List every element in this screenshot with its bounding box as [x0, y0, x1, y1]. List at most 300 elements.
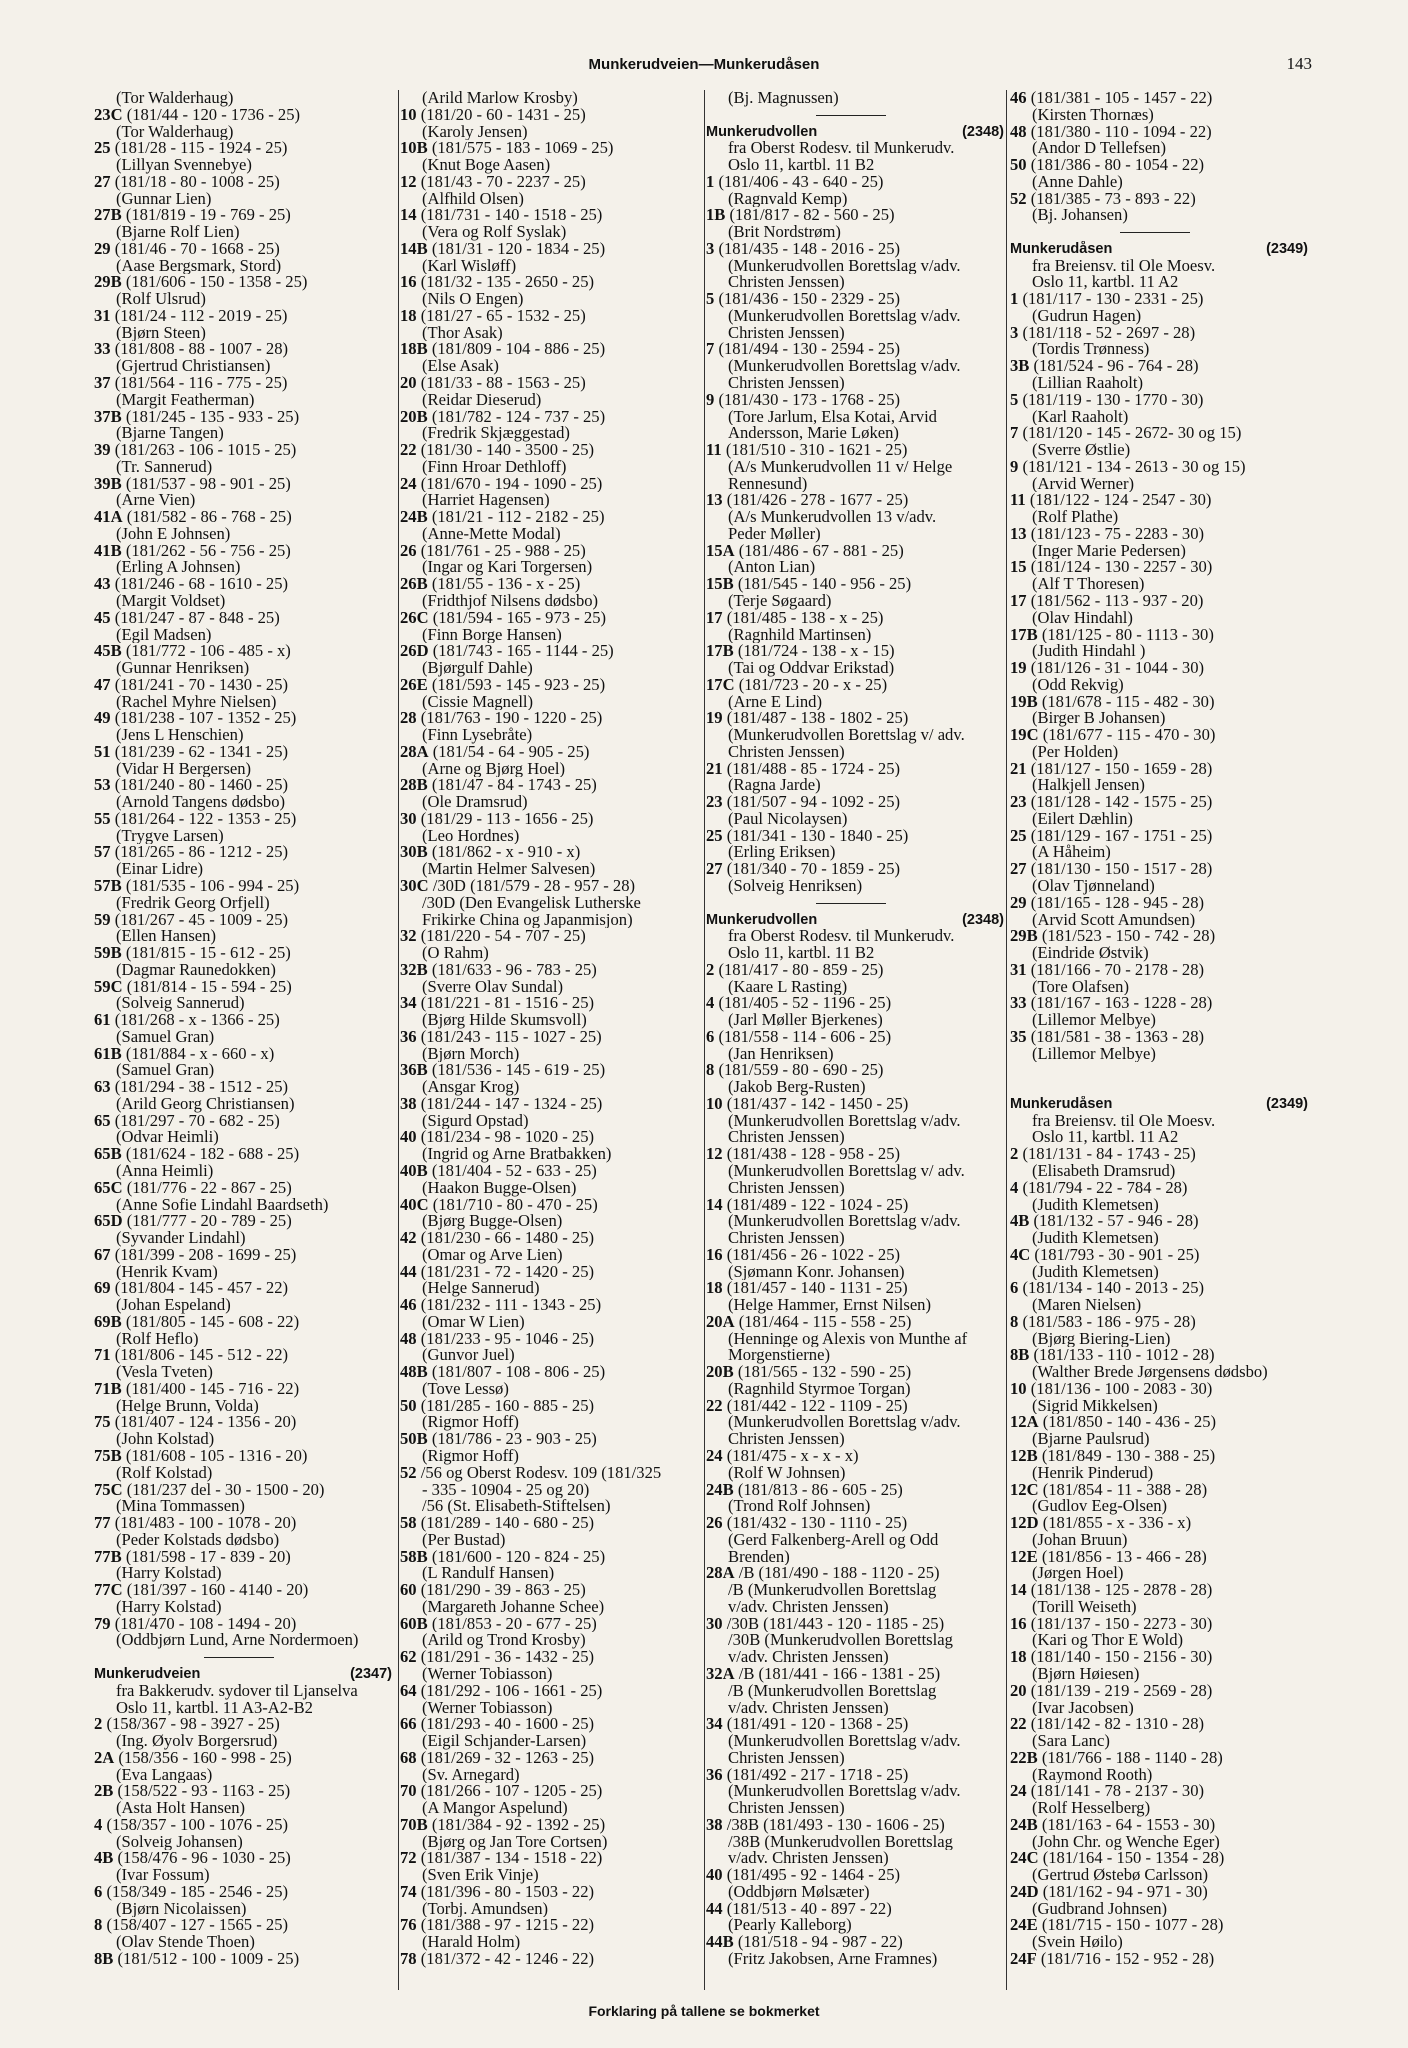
- house-number: 70: [400, 1783, 417, 1801]
- house-number: 1: [1010, 291, 1019, 308]
- house-number: 40: [400, 1129, 417, 1147]
- owner-line: (Peder Kolstads dødsbo): [116, 1531, 280, 1549]
- owner-line: (Dagmar Raunedokken): [116, 961, 276, 979]
- property-data: (181/118 - 52 - 2697 - 28): [1018, 324, 1196, 342]
- address-entry: [1010, 861, 1312, 878]
- property-data: (158/356 - 160 - 998 - 25): [114, 1749, 292, 1767]
- owner-line: (Gertrud Østebø Carlsson): [1032, 1867, 1209, 1884]
- house-number: 14: [400, 207, 417, 225]
- address-entry: [94, 1515, 396, 1532]
- owner-line: (Eva Langaas): [116, 1766, 213, 1784]
- house-number: 10: [1010, 1380, 1027, 1398]
- house-number: 20A: [706, 1313, 735, 1331]
- property-data: (181/564 - 116 - 775 - 25): [110, 375, 288, 392]
- address-entry: [1010, 124, 1312, 141]
- house-number: 15B: [706, 576, 734, 593]
- property-data: (181/127 - 150 - 1659 - 28): [1026, 760, 1213, 778]
- house-number: 53: [94, 777, 111, 795]
- owner-line: (Munkerudvollen Borettslag v/ adv.: [728, 727, 965, 744]
- owner-line: (Helge Sannerud): [422, 1280, 540, 1298]
- house-number: 30C: [400, 877, 429, 895]
- house-number: 38: [400, 1095, 417, 1113]
- property-data: (181/475 - x - x - x): [722, 1448, 859, 1465]
- owner-line: v/adv. Christen Jenssen): [728, 1850, 889, 1868]
- address-entry: [94, 1716, 396, 1733]
- house-number: 41B: [94, 542, 122, 560]
- house-number: 67: [94, 1246, 111, 1264]
- address-entry: [94, 1247, 396, 1264]
- house-number: 37B: [94, 408, 122, 426]
- owner-line: (Ragnhild Styrmoe Torgan): [728, 1380, 911, 1398]
- house-number: 12C: [1010, 1481, 1039, 1499]
- owner-line: (Solveig Henriksen): [728, 877, 863, 895]
- house-number: 44: [400, 1263, 417, 1281]
- owner-line: Christen Jenssen): [728, 1230, 845, 1247]
- owner-line: /56 (St. Elisabeth-Stiftelsen): [422, 1498, 611, 1516]
- address-entry: [1010, 1783, 1312, 1800]
- property-data: (181/558 - 114 - 606 - 25): [714, 1028, 892, 1046]
- street-name: Munkerudvollen: [706, 123, 818, 140]
- house-number: 48B: [400, 1364, 428, 1381]
- address-entry: [400, 1951, 702, 1968]
- owner-line: (Gudbrand Johnsen): [1032, 1900, 1168, 1918]
- address-entry: [1010, 1347, 1312, 1364]
- address-entry: [400, 677, 702, 694]
- address-entry: [400, 1917, 702, 1934]
- owner-line: (Ivar Jacobsen): [1032, 1699, 1134, 1717]
- address-entry: [1010, 1917, 1312, 1934]
- property-data: (158/349 - 185 - 2546 - 25): [102, 1883, 289, 1901]
- street-name: Munkerudåsen: [1010, 240, 1113, 257]
- property-data: (181/385 - 73 - 893 - 22): [1026, 190, 1196, 208]
- property-data: (181/777 - 20 - 789 - 25): [122, 1213, 292, 1231]
- house-number: 77C: [94, 1582, 123, 1599]
- street-heading: [94, 1666, 396, 1683]
- property-data: (181/600 - 120 - 824 - 25): [427, 1548, 606, 1566]
- house-number: 20: [1010, 1682, 1027, 1700]
- address-entry: [1010, 1616, 1312, 1633]
- owner-line: (Karoly Jensen): [422, 123, 528, 141]
- property-data: (181/404 - 52 - 633 - 25): [427, 1163, 597, 1180]
- house-number: 45: [94, 609, 111, 627]
- property-data: (181/518 - 94 - 987 - 22): [733, 1934, 903, 1951]
- property-data: /38B (181/493 - 130 - 1606 - 25): [722, 1816, 945, 1834]
- owner-line: (Karl Raaholt): [1032, 408, 1129, 426]
- house-number: 52: [1010, 190, 1027, 208]
- address-entry: [1010, 1716, 1312, 1733]
- owner-line: (Margareth Johanne Schee): [422, 1598, 605, 1616]
- house-number: 59B: [94, 945, 122, 962]
- address-entry: [94, 912, 396, 929]
- property-data: (181/405 - 52 - 1196 - 25): [714, 995, 892, 1013]
- property-data: (181/264 - 122 - 1353 - 25): [110, 810, 297, 828]
- address-entry: [706, 761, 1008, 778]
- house-number: 17B: [1010, 626, 1038, 644]
- house-number: 65B: [94, 1146, 122, 1163]
- property-data: (181/134 - 140 - 2013 - 25): [1018, 1280, 1205, 1298]
- property-data: (181/575 - 183 - 1069 - 25): [427, 140, 614, 158]
- property-data: (181/487 - 138 - 1802 - 25): [722, 710, 909, 728]
- address-entry: [400, 1649, 702, 1666]
- house-number: 12: [400, 173, 417, 191]
- property-data: (181/396 - 80 - 1503 - 22): [416, 1883, 595, 1901]
- owner-line: (Lillian Raaholt): [1032, 375, 1144, 392]
- property-data: (181/884 - x - 660 - x): [121, 1045, 275, 1063]
- property-data: (181/437 - 142 - 1450 - 25): [722, 1095, 909, 1113]
- owner-line: (Rigmor Hoff): [422, 1448, 519, 1465]
- house-number: 14: [706, 1196, 723, 1214]
- owner-line: (Walther Brede Jørgensens dødsbo): [1032, 1364, 1268, 1381]
- house-number: 14B: [400, 240, 428, 258]
- property-data: (181/292 - 106 - 1661 - 25): [416, 1682, 603, 1700]
- address-entry: [1010, 1884, 1312, 1901]
- property-data: (181/723 - 20 - x - 25): [734, 676, 888, 694]
- address-entry: [706, 174, 1008, 191]
- property-data: (181/297 - 70 - 682 - 25): [110, 1112, 280, 1130]
- property-data: (181/162 - 94 - 971 - 30): [1038, 1883, 1208, 1901]
- address-entry: [400, 1431, 702, 1448]
- property-data: (181/510 - 310 - 1621 - 25): [721, 442, 908, 459]
- owner-line: /30D (Den Evangelisk Lutherske: [422, 894, 641, 912]
- owner-line: (Ansgar Krog): [422, 1079, 520, 1096]
- owner-line: (Rolf Hesselberg): [1032, 1800, 1151, 1817]
- address-entry: [94, 241, 396, 258]
- owner-line: (Tai og Oddvar Erikstad): [728, 660, 895, 677]
- house-number: 35: [1010, 1028, 1027, 1046]
- address-entry: [1010, 559, 1312, 576]
- house-number: 75B: [94, 1448, 122, 1465]
- house-number: 4C: [1010, 1246, 1031, 1264]
- property-data: (181/239 - 62 - 1341 - 25): [110, 743, 289, 761]
- owner-line: (Samuel Gran): [116, 1028, 215, 1046]
- owner-line: (Harry Kolstad): [116, 1598, 222, 1616]
- house-number: 48: [400, 1330, 417, 1348]
- house-number: 8B: [1010, 1347, 1030, 1365]
- owner-line: (Bjørn Morch): [422, 1045, 520, 1063]
- property-data: (181/241 - 70 - 1430 - 25): [110, 676, 289, 694]
- property-data: (181/233 - 95 - 1046 - 25): [416, 1330, 595, 1348]
- street-description: fra Oberst Rodesv. til Munkerudv.: [728, 140, 955, 158]
- house-number: 10B: [400, 140, 428, 158]
- house-number: 22B: [1010, 1749, 1038, 1767]
- house-number: 4B: [94, 1850, 114, 1868]
- owner-line: (Olav Tjønneland): [1032, 877, 1155, 895]
- owner-line: (Bjørg Biering-Lien): [1032, 1330, 1171, 1348]
- owner-line: (Trygve Larsen): [116, 827, 224, 845]
- house-number: 22: [400, 442, 417, 459]
- address-entry: [94, 1549, 396, 1566]
- owner-line: Christen Jenssen): [728, 1129, 845, 1147]
- house-number: 29: [1010, 894, 1027, 912]
- property-data: (181/234 - 98 - 1020 - 25): [416, 1129, 595, 1147]
- address-entry: [94, 1414, 396, 1431]
- property-data: (181/28 - 115 - 1924 - 25): [110, 140, 288, 158]
- address-entry: [706, 1817, 1008, 1834]
- house-number: 32A: [706, 1665, 735, 1683]
- house-number: 62: [400, 1649, 417, 1666]
- street-heading: [1010, 241, 1312, 258]
- property-data: (181/523 - 150 - 742 - 28): [1037, 928, 1216, 946]
- house-number: 8B: [94, 1950, 114, 1968]
- address-entry: [94, 1079, 396, 1096]
- street-description: fra Oberst Rodesv. til Munkerudv.: [728, 928, 955, 946]
- property-data: (181/794 - 22 - 784 - 28): [1018, 1179, 1188, 1197]
- owner-line: (Arild Georg Christiansen): [116, 1095, 295, 1113]
- owner-line: (Torbj. Amundsen): [422, 1900, 549, 1918]
- property-data: (181/583 - 186 - 975 - 28): [1018, 1313, 1196, 1331]
- house-number: 5: [1010, 391, 1019, 409]
- address-entry: [94, 1180, 396, 1197]
- property-data: (181/244 - 147 - 1324 - 25): [416, 1095, 603, 1113]
- address-entry: [400, 1297, 702, 1314]
- address-entry: [94, 1750, 396, 1767]
- house-number: 11: [706, 442, 722, 459]
- address-entry: [706, 341, 1008, 358]
- owner-line: (Brit Nordstrøm): [728, 224, 841, 241]
- house-number: 38: [706, 1816, 723, 1834]
- owner-line: (Kari og Thor E Wold): [1032, 1632, 1184, 1650]
- property-data: (181/119 - 130 - 1770 - 30): [1018, 391, 1204, 409]
- owner-line: (Munkerudvollen Borettslag v/adv.: [728, 1213, 961, 1231]
- house-number: 1: [706, 173, 715, 191]
- address-entry: [1010, 660, 1312, 677]
- owner-line: (Judith Klemetsen): [1032, 1196, 1159, 1214]
- owner-line: (Lillyan Svennebye): [116, 157, 252, 174]
- column-divider: [398, 90, 399, 1990]
- property-data: (181/772 - 106 - 485 - x): [121, 643, 291, 661]
- owner-line: (Kaare L Rasting): [728, 978, 848, 996]
- property-data: (181/220 - 54 - 707 - 25): [416, 928, 586, 946]
- property-data: (181/426 - 278 - 1677 - 25): [722, 492, 909, 510]
- owner-line: (Bjørn Høiesen): [1032, 1665, 1140, 1683]
- address-entry: [400, 777, 702, 794]
- house-number: 18: [706, 1280, 723, 1298]
- owner-line: (Arne og Bjørg Hoel): [422, 760, 566, 778]
- owner-line: (Aase Bergsmark, Stord): [116, 257, 282, 275]
- house-number: 46: [1010, 90, 1027, 107]
- owner-line: (Munkerudvollen Borettslag v/adv.: [728, 358, 961, 376]
- property-data: (181/262 - 56 - 756 - 25): [121, 542, 291, 560]
- owner-line: (Pearly Kalleborg): [728, 1917, 852, 1935]
- house-number: 24B: [400, 509, 428, 526]
- house-number: 77: [94, 1515, 111, 1532]
- house-number: 40C: [400, 1196, 429, 1214]
- owner-line: (Anne-Mette Modal): [422, 525, 561, 543]
- owner-line: (Samuel Gran): [116, 1062, 215, 1080]
- directory-column-3: [706, 90, 1008, 1968]
- owner-line: /B (Munkerudvollen Borettslag: [728, 1682, 937, 1700]
- address-entry: [400, 1465, 702, 1482]
- property-data: (181/485 - 138 - x - 25): [722, 609, 884, 627]
- address-entry: [400, 1817, 702, 1834]
- house-number: 69B: [94, 1313, 122, 1331]
- owner-line: (Henninge og Alexis von Munthe af: [728, 1330, 968, 1348]
- address-entry: [706, 1247, 1008, 1264]
- house-number: 4: [94, 1816, 103, 1834]
- owner-line: (Erling Eriksen): [728, 844, 836, 862]
- owner-line: (Helge Hammer, Ernst Nilsen): [728, 1297, 932, 1314]
- house-number: 6: [706, 1028, 715, 1046]
- directory-column-4: [1010, 90, 1312, 1968]
- owner-line: (Sigrid Mikkelsen): [1032, 1397, 1158, 1415]
- owner-line: (Eigil Schjander-Larsen): [422, 1733, 587, 1750]
- address-entry: [1010, 1482, 1312, 1499]
- owner-line: (Karl Wisløff): [422, 257, 517, 275]
- property-data: (181/436 - 150 - 2329 - 25): [714, 291, 901, 308]
- house-number: 65: [94, 1112, 111, 1130]
- address-entry: [706, 1062, 1008, 1079]
- street-description: fra Breiensv. til Ole Moesv.: [1032, 1112, 1216, 1130]
- owner-line: (Gudrun Hagen): [1032, 307, 1142, 325]
- owner-line: (Munkerudvollen Borettslag v/adv.: [728, 257, 961, 275]
- house-number: 16: [400, 274, 417, 292]
- address-entry: [94, 509, 396, 526]
- address-entry: [1010, 1146, 1312, 1163]
- house-number: 20B: [400, 408, 428, 426]
- address-entry: [706, 995, 1008, 1012]
- address-entry: [94, 341, 396, 358]
- page-number: 143: [1286, 54, 1312, 73]
- house-number: 12: [706, 1146, 723, 1163]
- address-entry: [1010, 1951, 1312, 1968]
- owner-line: (Arne Vien): [116, 492, 196, 510]
- house-number: 24F: [1010, 1950, 1037, 1968]
- address-entry: [1010, 1247, 1312, 1264]
- property-data: (181/470 - 108 - 1494 - 20): [110, 1615, 297, 1633]
- owner-line: (L Randulf Hansen): [422, 1565, 555, 1583]
- property-data: (181/724 - 138 - x - 15): [733, 643, 895, 661]
- house-number: 44: [706, 1900, 723, 1918]
- property-data: (181/138 - 125 - 2878 - 28): [1026, 1582, 1213, 1599]
- house-number: 36: [400, 1028, 417, 1046]
- property-data: (181/240 - 80 - 1460 - 25): [110, 777, 289, 795]
- house-number: 9: [1010, 458, 1019, 476]
- house-number: 4: [706, 995, 715, 1013]
- property-data: (181/761 - 25 - 988 - 25): [416, 542, 586, 560]
- owner-line: (Erling A Johnsen): [116, 559, 241, 577]
- address-entry: [1010, 1649, 1312, 1666]
- property-data: (181/268 - x - 1366 - 25): [110, 1012, 280, 1029]
- property-data: (181/464 - 115 - 558 - 25): [734, 1313, 912, 1331]
- house-number: 26B: [400, 576, 428, 593]
- address-entry: [706, 1901, 1008, 1918]
- house-number: 7: [706, 341, 715, 359]
- house-number: 15: [1010, 559, 1027, 577]
- owner-line: (Bjarne Paulsrud): [1032, 1431, 1150, 1449]
- house-number: 23: [706, 794, 723, 811]
- house-number: 4B: [1010, 1213, 1030, 1231]
- property-data: (181/246 - 68 - 1610 - 25): [110, 576, 289, 593]
- property-data: (181/856 - 13 - 466 - 28): [1037, 1548, 1207, 1566]
- owner-line: (Paul Nicolaysen): [728, 810, 848, 828]
- property-data: (181/137 - 150 - 2273 - 30): [1026, 1615, 1213, 1633]
- address-entry: [400, 308, 702, 325]
- address-entry: [1010, 325, 1312, 342]
- address-entry: [94, 1280, 396, 1297]
- address-entry: [706, 794, 1008, 811]
- property-data: (181/122 - 124 - 2547 - 30): [1025, 492, 1212, 510]
- owner-line: v/adv. Christen Jenssen): [728, 1649, 889, 1666]
- address-entry: [94, 174, 396, 191]
- property-data: (158/476 - 96 - 1030 - 25): [113, 1850, 291, 1868]
- address-entry: [1010, 392, 1312, 409]
- house-number: 26D: [400, 643, 429, 661]
- property-data: (181/435 - 148 - 2016 - 25): [714, 240, 901, 258]
- property-data: (181/545 - 140 - 956 - 25): [733, 576, 912, 593]
- house-number: 24B: [1010, 1816, 1038, 1834]
- section-rule: [706, 895, 1008, 912]
- address-entry: [706, 492, 1008, 509]
- owner-line: Christen Jenssen): [728, 324, 845, 342]
- property-data: (181/163 - 64 - 1553 - 30): [1037, 1816, 1216, 1834]
- property-data: (181/117 - 130 - 2331 - 25): [1018, 291, 1204, 308]
- address-entry: [1010, 358, 1312, 375]
- owner-line: (Vera og Rolf Syslak): [422, 224, 567, 241]
- owner-line: (Tor Walderhaug): [116, 123, 234, 141]
- house-number: 30: [400, 810, 417, 828]
- address-entry: [400, 409, 702, 426]
- street-name: Munkerudvollen: [706, 911, 818, 928]
- owner-line: (Margit Voldset): [116, 592, 226, 610]
- owner-line: (John E Johnsen): [116, 525, 231, 543]
- address-entry: [706, 392, 1008, 409]
- owner-line: (Bjarne Tangen): [116, 425, 224, 443]
- owner-line: (Haakon Bugge-Olsen): [422, 1179, 577, 1197]
- owner-line: (Elisabeth Dramsrud): [1032, 1163, 1176, 1180]
- address-entry: [94, 1448, 396, 1465]
- address-entry: [706, 962, 1008, 979]
- house-number: 12D: [1010, 1515, 1039, 1532]
- address-entry: [1010, 1515, 1312, 1532]
- address-entry: [1010, 1029, 1312, 1046]
- owner-line: (Judith Klemetsen): [1032, 1263, 1159, 1281]
- owner-line: (Oddbjørn Mølsæter): [728, 1883, 870, 1901]
- house-number: 25: [706, 827, 723, 845]
- owner-line: (Lillemor Melbye): [1032, 1012, 1156, 1029]
- owner-line: (Rachel Myhre Nielsen): [116, 693, 277, 711]
- owner-line: (A Mangor Aspelund): [422, 1800, 568, 1817]
- address-entry: [400, 1364, 702, 1381]
- owner-line: (Gunnar Henriksen): [116, 660, 250, 677]
- address-entry: [1010, 492, 1312, 509]
- address-entry: [400, 878, 702, 895]
- house-number: 50B: [400, 1431, 428, 1449]
- address-entry: [400, 844, 702, 861]
- address-entry: [1010, 1180, 1312, 1197]
- address-entry: [1010, 694, 1312, 711]
- address-entry: [400, 1096, 702, 1113]
- owner-line: (Eilert Dæhlin): [1032, 810, 1133, 828]
- owner-line: (Helge Brunn, Volda): [116, 1397, 259, 1415]
- property-data: (181/243 - 115 - 1027 - 25): [416, 1028, 602, 1046]
- property-data: (181/232 - 111 - 1343 - 25): [416, 1297, 602, 1314]
- property-data: (181/164 - 150 - 1354 - 28): [1038, 1850, 1225, 1868]
- owner-line: (Gudlov Eeg-Olsen): [1032, 1498, 1168, 1516]
- house-number: 57: [94, 844, 111, 862]
- running-head: Munkerudveien—Munkerudåsen: [588, 56, 820, 73]
- property-data: (181/562 - 113 - 937 - 20): [1026, 592, 1204, 610]
- owner-line: (Rolf W Johnsen): [728, 1464, 846, 1482]
- owner-line: (Sjømann Konr. Johansen): [728, 1263, 905, 1281]
- owner-line: (Ragna Jarde): [728, 777, 821, 795]
- owner-line: (Egil Madsen): [116, 626, 212, 644]
- address-entry: [94, 1347, 396, 1364]
- property-data: (181/633 - 96 - 783 - 25): [427, 961, 597, 979]
- house-number: 15A: [706, 542, 735, 560]
- property-data: (181/524 - 96 - 764 - 28): [1029, 358, 1199, 376]
- section-rule: [1010, 224, 1312, 241]
- property-data: (181/126 - 31 - 1044 - 30): [1026, 660, 1205, 677]
